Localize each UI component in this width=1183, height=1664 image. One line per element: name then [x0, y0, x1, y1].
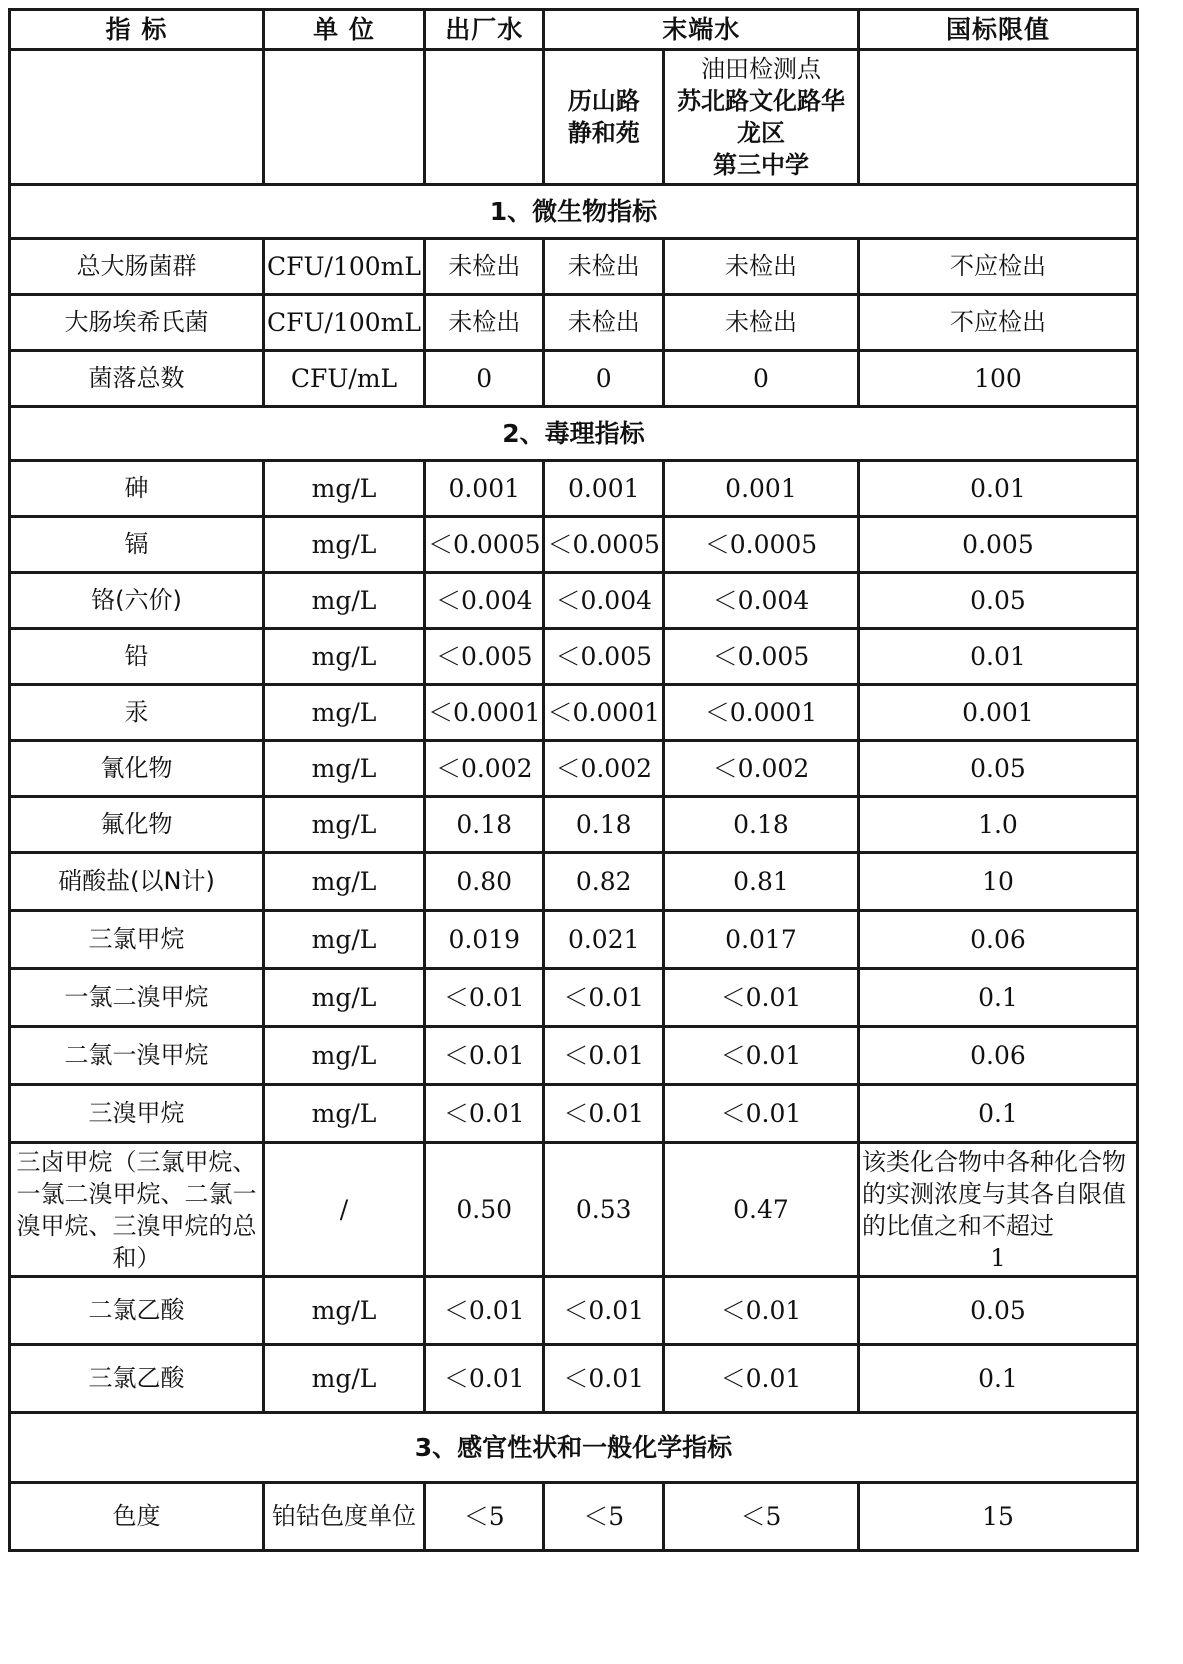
terminal2-value: 未检出 [663, 295, 858, 351]
outlet-value: ＜0.0005 [425, 517, 544, 573]
unit-cell: CFU/mL [264, 351, 425, 407]
terminal1-value: ＜0.004 [544, 573, 663, 629]
limit-value: 0.05 [858, 1277, 1137, 1345]
limit-value [858, 1143, 1137, 1277]
limit-value: 0.05 [858, 741, 1137, 797]
site2-line3: 龙区 [736, 119, 785, 147]
unit-cell: mg/L [264, 1027, 425, 1085]
indicator-cell: 铬(六价) [10, 573, 264, 629]
indicator-cell: 三氯乙酸 [10, 1345, 264, 1413]
unit-cell: mg/L [264, 969, 425, 1027]
sites-blank-outlet [425, 50, 544, 185]
outlet-value: ＜0.01 [425, 969, 544, 1027]
outlet-value: ＜0.01 [425, 1345, 544, 1413]
unit-cell: mg/L [264, 573, 425, 629]
terminal2-value: 0 [663, 351, 858, 407]
terminal2-value: 0.81 [663, 853, 858, 911]
outlet-value: ＜0.01 [425, 1027, 544, 1085]
section-title: 1、微生物指标 [10, 185, 1138, 239]
terminal2-value: ＜0.01 [663, 969, 858, 1027]
header-indicator: 指 标 [10, 10, 264, 50]
unit-cell: mg/L [264, 461, 425, 517]
unit-cell: mg/L [264, 741, 425, 797]
indicator-cell: 色度 [10, 1483, 264, 1551]
header-national-limit: 国标限值 [858, 10, 1137, 50]
indicator-cell: 菌落总数 [10, 351, 264, 407]
unit-cell: mg/L [264, 629, 425, 685]
site1-line2: 静和苑 [567, 119, 640, 147]
table-row [10, 1143, 1138, 1277]
limit-value: 不应检出 [858, 295, 1137, 351]
indicator-cell: 氰化物 [10, 741, 264, 797]
terminal1-value: ＜0.005 [544, 629, 663, 685]
terminal1-value: ＜0.01 [544, 969, 663, 1027]
limit-note-text: 该类化合物中各种化合物的实测浓度与其各自限值的比值之和不超过 [861, 1147, 1126, 1240]
outlet-value: 未检出 [425, 295, 544, 351]
indicator-cell: 铅 [10, 629, 264, 685]
terminal1-value: 0.53 [544, 1143, 663, 1277]
site2-line1: 油田检测点 [700, 55, 821, 83]
sites-blank-limit [858, 50, 1137, 185]
table-row [10, 911, 1138, 969]
table-row [10, 1027, 1138, 1085]
limit-value: 0.1 [858, 1345, 1137, 1413]
terminal1-value: 未检出 [544, 295, 663, 351]
section-title: 2、毒理指标 [10, 407, 1138, 461]
header-row [10, 10, 1138, 50]
section-row [10, 185, 1138, 239]
indicator-cell: 氟化物 [10, 797, 264, 853]
terminal1-value: 0.001 [544, 461, 663, 517]
limit-value: 1.0 [858, 797, 1137, 853]
indicator-cell: 镉 [10, 517, 264, 573]
header-terminal-water: 末端水 [544, 10, 858, 50]
indicator-cell: 三卤甲烷（三氯甲烷、一氯二溴甲烷、二氯一溴甲烷、三溴甲烷的总和） [10, 1143, 264, 1277]
unit-cell: mg/L [264, 1345, 425, 1413]
terminal1-value: 0.82 [544, 853, 663, 911]
outlet-value: 0 [425, 351, 544, 407]
limit-value: 0.005 [858, 517, 1137, 573]
table-row [10, 1277, 1138, 1345]
table-row [10, 685, 1138, 741]
terminal1-value: ＜0.002 [544, 741, 663, 797]
table-row [10, 239, 1138, 295]
limit-value: 不应检出 [858, 239, 1137, 295]
table-row [10, 517, 1138, 573]
terminal2-value: ＜0.01 [663, 1027, 858, 1085]
indicator-cell: 大肠埃希氏菌 [10, 295, 264, 351]
outlet-value: 0.80 [425, 853, 544, 911]
table-row [10, 1345, 1138, 1413]
table-body [10, 185, 1138, 1551]
indicator-cell: 硝酸盐(以N计) [10, 853, 264, 911]
indicator-cell: 三溴甲烷 [10, 1085, 264, 1143]
limit-value: 0.001 [858, 685, 1137, 741]
outlet-value: ＜5 [425, 1483, 544, 1551]
table-row [10, 351, 1138, 407]
outlet-value: 0.18 [425, 797, 544, 853]
terminal2-value: 0.017 [663, 911, 858, 969]
terminal1-value: ＜0.01 [544, 1345, 663, 1413]
terminal2-value: 未检出 [663, 239, 858, 295]
terminal2-value: ＜0.0005 [663, 517, 858, 573]
site1-line1: 历山路 [567, 87, 640, 115]
section-title: 3、感官性状和一般化学指标 [10, 1413, 1138, 1483]
terminal2-value: 0.47 [663, 1143, 858, 1277]
terminal1-value: 0.18 [544, 797, 663, 853]
limit-value: 0.05 [858, 573, 1137, 629]
table-row [10, 741, 1138, 797]
unit-cell: mg/L [264, 853, 425, 911]
terminal2-value: 0.18 [663, 797, 858, 853]
section-row [10, 407, 1138, 461]
limit-value: 10 [858, 853, 1137, 911]
outlet-value: 0.019 [425, 911, 544, 969]
terminal2-value: ＜0.005 [663, 629, 858, 685]
outlet-value: ＜0.01 [425, 1277, 544, 1345]
terminal2-value: ＜5 [663, 1483, 858, 1551]
indicator-cell: 二氯一溴甲烷 [10, 1027, 264, 1085]
limit-value: 0.1 [858, 1085, 1137, 1143]
table-row [10, 1085, 1138, 1143]
indicator-cell: 二氯乙酸 [10, 1277, 264, 1345]
limit-note-value: 1 [990, 1243, 1006, 1272]
unit-cell: mg/L [264, 1277, 425, 1345]
limit-value: 100 [858, 351, 1137, 407]
terminal1-value: 0.021 [544, 911, 663, 969]
table-row [10, 1483, 1138, 1551]
terminal2-value: ＜0.01 [663, 1277, 858, 1345]
outlet-value: 0.50 [425, 1143, 544, 1277]
table-row [10, 461, 1138, 517]
outlet-value: ＜0.005 [425, 629, 544, 685]
limit-value: 0.06 [858, 1027, 1137, 1085]
indicator-cell: 汞 [10, 685, 264, 741]
terminal1-value: 0 [544, 351, 663, 407]
table-row [10, 969, 1138, 1027]
terminal2-value: ＜0.01 [663, 1345, 858, 1413]
unit-cell: CFU/100mL [264, 239, 425, 295]
unit-cell: mg/L [264, 685, 425, 741]
terminal2-value: ＜0.01 [663, 1085, 858, 1143]
terminal2-value: ＜0.0001 [663, 685, 858, 741]
indicator-cell: 三氯甲烷 [10, 911, 264, 969]
site-lishan-jinghe [544, 50, 663, 185]
unit-cell: mg/L [264, 797, 425, 853]
table-row [10, 853, 1138, 911]
unit-cell: 铂钴色度单位 [264, 1483, 425, 1551]
unit-cell: mg/L [264, 1085, 425, 1143]
table-row [10, 573, 1138, 629]
terminal2-value: ＜0.002 [663, 741, 858, 797]
unit-cell: mg/L [264, 911, 425, 969]
limit-value: 0.06 [858, 911, 1137, 969]
header-unit: 单 位 [264, 10, 425, 50]
outlet-value: ＜0.01 [425, 1085, 544, 1143]
unit-cell: CFU/100mL [264, 295, 425, 351]
indicator-cell: 砷 [10, 461, 264, 517]
limit-value: 15 [858, 1483, 1137, 1551]
limit-value: 0.1 [858, 969, 1137, 1027]
limit-value: 0.01 [858, 629, 1137, 685]
site2-line2: 苏北路文化路华 [676, 87, 845, 115]
outlet-value: ＜0.004 [425, 573, 544, 629]
outlet-value: 0.001 [425, 461, 544, 517]
section-row [10, 1413, 1138, 1483]
unit-cell: mg/L [264, 517, 425, 573]
terminal1-value: ＜0.0005 [544, 517, 663, 573]
indicator-cell: 一氯二溴甲烷 [10, 969, 264, 1027]
sites-row [10, 50, 1138, 185]
terminal1-value: ＜0.01 [544, 1277, 663, 1345]
terminal1-value: ＜0.01 [544, 1085, 663, 1143]
indicator-cell: 总大肠菌群 [10, 239, 264, 295]
outlet-value: ＜0.002 [425, 741, 544, 797]
site2-line4: 第三中学 [712, 151, 809, 179]
table-row [10, 295, 1138, 351]
terminal1-value: ＜5 [544, 1483, 663, 1551]
table-row [10, 629, 1138, 685]
outlet-value: ＜0.0001 [425, 685, 544, 741]
terminal1-value: ＜0.01 [544, 1027, 663, 1085]
unit-cell: / [264, 1143, 425, 1277]
water-quality-table [8, 8, 1139, 1552]
terminal2-value: 0.001 [663, 461, 858, 517]
terminal1-value: ＜0.0001 [544, 685, 663, 741]
terminal2-value: ＜0.004 [663, 573, 858, 629]
terminal1-value: 未检出 [544, 239, 663, 295]
sites-blank-indicator [10, 50, 264, 185]
site-oilfield-third-school [663, 50, 858, 185]
limit-value: 0.01 [858, 461, 1137, 517]
sites-blank-unit [264, 50, 425, 185]
header-outlet-water: 出厂水 [425, 10, 544, 50]
table-row [10, 797, 1138, 853]
outlet-value: 未检出 [425, 239, 544, 295]
